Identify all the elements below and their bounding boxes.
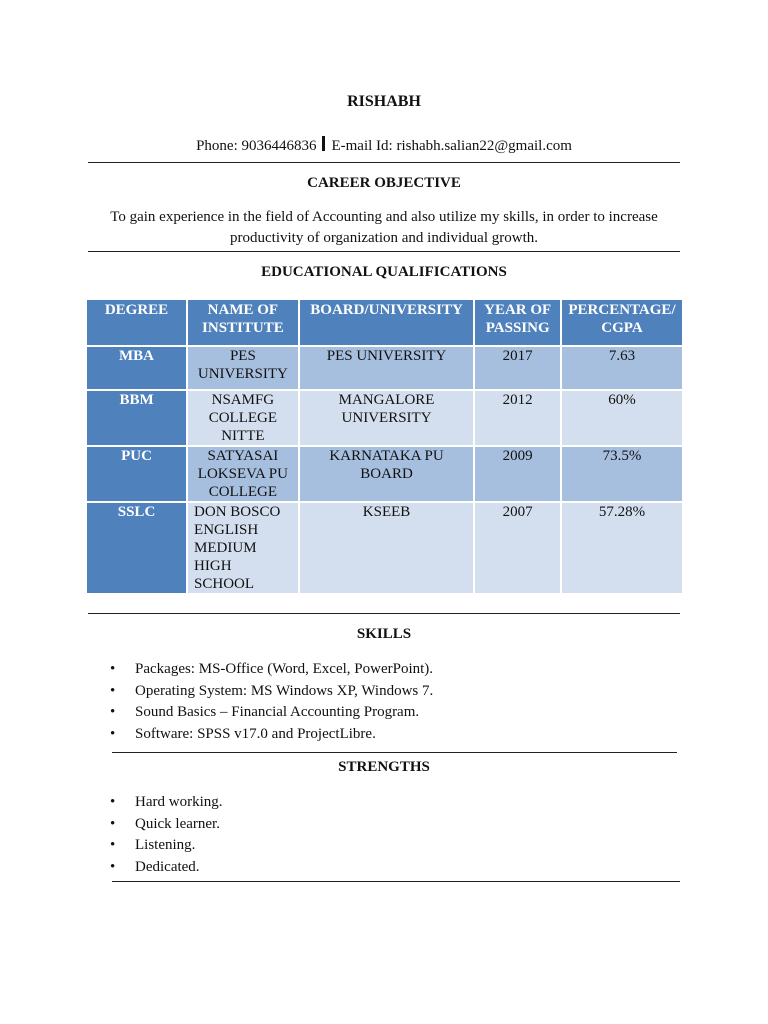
degree-cell: SSLC xyxy=(86,502,187,594)
institute-cell: PES UNIVERSITY xyxy=(187,346,299,390)
degree-cell: PUC xyxy=(86,446,187,502)
strengths-list xyxy=(110,792,222,878)
skill-text: Operating System: MS Windows XP, Windows 7. xyxy=(135,682,434,699)
board-cell: KARNATAKA PU BOARD xyxy=(299,446,475,502)
score-cell: 73.5% xyxy=(561,446,683,502)
degree-cell: BBM xyxy=(86,390,187,446)
strength-text: Listening. xyxy=(135,837,196,853)
bullet-icon: • xyxy=(110,837,116,853)
year-cell: 2012 xyxy=(474,390,561,446)
institute-cell: NSAMFG COLLEGE NITTE xyxy=(187,390,299,446)
year-cell: 2017 xyxy=(474,346,561,390)
column-header: BOARD/UNIVERSITY xyxy=(299,299,475,346)
candidate-name: RISHABH xyxy=(347,93,421,110)
objective-heading: CAREER OBJECTIVE xyxy=(307,175,461,191)
column-header: NAME OF INSTITUTE xyxy=(187,299,299,346)
skill-text: Packages: MS-Office (Word, Excel, PowerPoint). xyxy=(135,661,434,677)
degree-cell: MBA xyxy=(86,346,187,390)
divider-line xyxy=(112,881,680,882)
strength-text: Hard working. xyxy=(135,794,223,810)
list-item xyxy=(110,681,433,703)
divider-line xyxy=(88,162,680,163)
skill-text: Sound Basics – Financial Accounting Program. xyxy=(135,704,420,720)
column-header: YEAR OF PASSING xyxy=(474,299,561,346)
bullet-icon: • xyxy=(110,794,116,810)
board-cell: KSEEB xyxy=(299,502,475,594)
education-table xyxy=(85,298,684,595)
year-cell: 2009 xyxy=(474,446,561,502)
institute-cell: DON BOSCO ENGLISH MEDIUM HIGH SCHOOL xyxy=(187,502,299,594)
separator-bar xyxy=(322,136,325,151)
table-row xyxy=(86,390,683,446)
table-row xyxy=(86,346,683,390)
table-header-row xyxy=(86,299,683,346)
list-item xyxy=(110,792,222,814)
table-row xyxy=(86,502,683,594)
column-header: PERCENTAGE/ CGPA xyxy=(561,299,683,346)
contact-line xyxy=(0,136,768,155)
strengths-heading: STRENGTHS xyxy=(338,759,430,775)
table-row xyxy=(86,446,683,502)
strength-text: Dedicated. xyxy=(135,858,200,875)
skills-list xyxy=(110,659,433,745)
institute-cell: SATYASAI LOKSEVA PU COLLEGE xyxy=(187,446,299,502)
education-heading: EDUCATIONAL QUALIFICATIONS xyxy=(261,264,507,280)
score-cell: 60% xyxy=(561,390,683,446)
list-item xyxy=(110,814,222,836)
bullet-icon: • xyxy=(110,682,116,699)
board-cell: MANGALORE UNIVERSITY xyxy=(299,390,475,446)
board-cell: PES UNIVERSITY xyxy=(299,346,475,390)
divider-line xyxy=(88,613,680,614)
score-cell: 57.28% xyxy=(561,502,683,594)
email-text: E-mail Id: rishabh.salian22@gmail.com xyxy=(331,138,572,154)
bullet-icon: • xyxy=(110,704,116,720)
list-item xyxy=(110,702,433,724)
bullet-icon: • xyxy=(110,858,116,875)
column-header: DEGREE xyxy=(86,299,187,346)
divider-line xyxy=(88,251,680,252)
list-item xyxy=(110,659,433,681)
list-item xyxy=(110,835,222,857)
list-item xyxy=(110,857,222,879)
score-cell: 7.63 xyxy=(561,346,683,390)
skill-text: Software: SPSS v17.0 and ProjectLibre. xyxy=(135,725,376,742)
phone-text: Phone: 9036446836 xyxy=(196,138,317,154)
bullet-icon: • xyxy=(110,725,116,742)
strength-text: Quick learner. xyxy=(135,815,220,832)
list-item xyxy=(110,724,433,746)
divider-line xyxy=(112,752,677,753)
bullet-icon: • xyxy=(110,661,116,677)
year-cell: 2007 xyxy=(474,502,561,594)
objective-text: To gain experience in the field of Accounting and also utilize my skills, in order to increase productivity of organization and individual growth. xyxy=(110,209,658,246)
skills-heading: SKILLS xyxy=(356,626,412,642)
bullet-icon: • xyxy=(110,815,116,832)
